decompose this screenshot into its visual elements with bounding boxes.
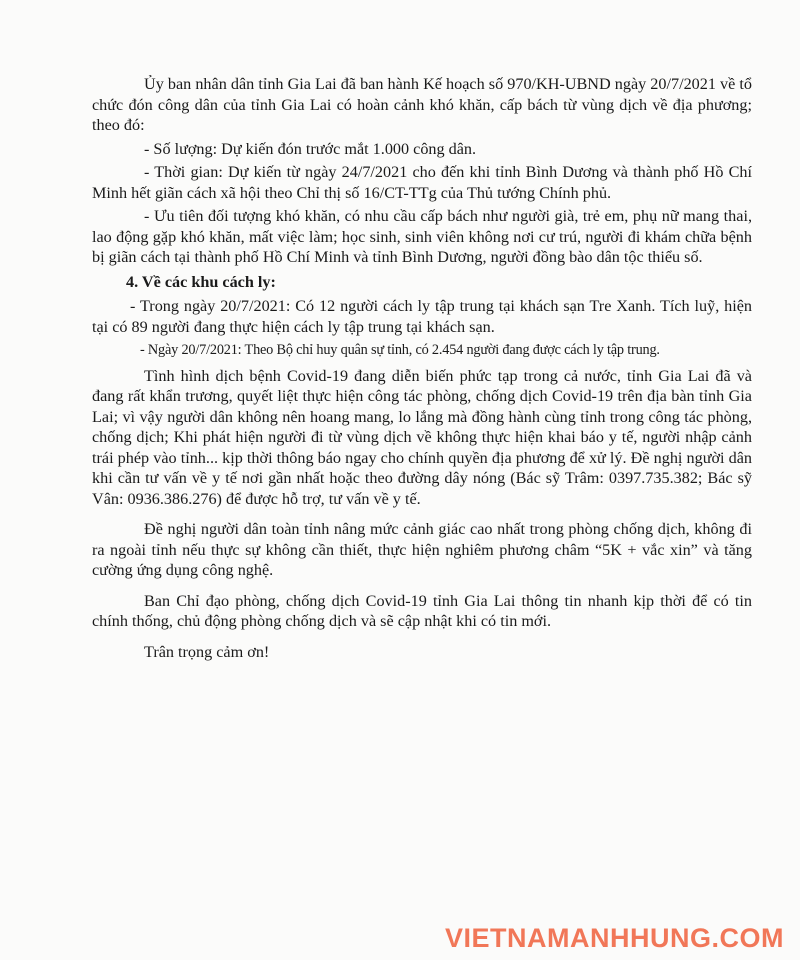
closing-paragraph: Ban Chỉ đạo phòng, chống dịch Covid-19 tỉnh Gia Lai thông tin nhanh kịp thời để có tin chính thống, chủ động phòng chống dịch và sẽ cập nhật khi có tin mới. [92,591,752,630]
quantity-item: - Số lượng: Dự kiến đón trước mắt 1.000 công dân. [144,139,477,158]
plan-paragraph: Ủy ban nhân dân tỉnh Gia Lai đã ban hành Kế hoạch số 970/KH-UBND ngày 20/7/2021 về tổ chức đón công dân của tỉnh Gia Lai có hoàn cảnh khó khăn, cấp bách từ vùng dịch về địa phương; theo đó: [92,75,752,134]
situation-paragraph: Tình hình dịch bệnh Covid-19 đang diễn biến phức tạp trong cả nước, tỉnh Gia Lai đã và đang rất khẩn trương, quyết liệt thực hiện công tác phòng, chống dịch Covid-19 trên địa bàn tỉnh Gia Lai; vì vậy người dân không nên hoang mang, lo lắng mà đồng hành cùng tỉnh trong công tác phòng, chống dịch; Khi phát hiện người đi từ vùng dịch về không thực hiện khai báo y tế, người nhập cảnh trái phép vào tỉnh... kịp thời thông báo ngay cho chính quyền địa phương để xử lý. Đề nghị người dân khi cần tư vấn về y tế nơi gần nhất hoặc theo đường dây nóng (Bác sỹ Trâm: 0397.735.382; Bác sỹ Vân: 0936.386.276) để được hỗ trợ, tư vấn về y tế. [92,366,752,508]
thanks-line: Trân trọng cảm ơn! [144,642,270,661]
request-paragraph: Đề nghị người dân toàn tỉnh nâng mức cảnh giác cao nhất trong phòng chống dịch, không đi ra ngoài tỉnh nếu thực sự không cần thiết, thực hiện nghiêm phương châm “5K + vắc xin” và tăng cường ứng dụng công nghệ. [92,520,752,579]
time-item: - Thời gian: Dự kiến từ ngày 24/7/2021 cho đến khi tỉnh Bình Dương và thành phố Hồ Chí Minh hết giãn cách xã hội theo Chỉ thị số 16/CT-TTg của Thủ tướng Chính phủ. [92,163,752,202]
document-body [92,74,752,665]
priority-item: - Ưu tiên đối tượng khó khăn, có nhu cầu cấp bách như người già, trẻ em, phụ nữ mang thai, lao động gặp khó khăn, mất việc làm; học sinh, sinh viên không nơi cư trú, người đi khám chữa bệnh bị giãn cách tại thành phố Hồ Chí Minh và tỉnh Bình Dương, người đồng bào dân tộc thiểu số. [92,207,752,266]
quarantine-hotel-item: - Trong ngày 20/7/2021: Có 12 người cách ly tập trung tại khách sạn Tre Xanh. Tích luỹ, hiện tại có 89 người đang thực hiện cách ly tập trung tại khách sạn. [92,297,752,336]
quarantine-military-item: - Ngày 20/7/2021: Theo Bộ chỉ huy quân sự tỉnh, có 2.454 người đang được cách ly tập trung. [140,342,660,358]
section-heading: 4. Về các khu cách ly: [126,272,276,291]
watermark-logo: VIETNAMANHHUNG.COM [445,923,784,953]
